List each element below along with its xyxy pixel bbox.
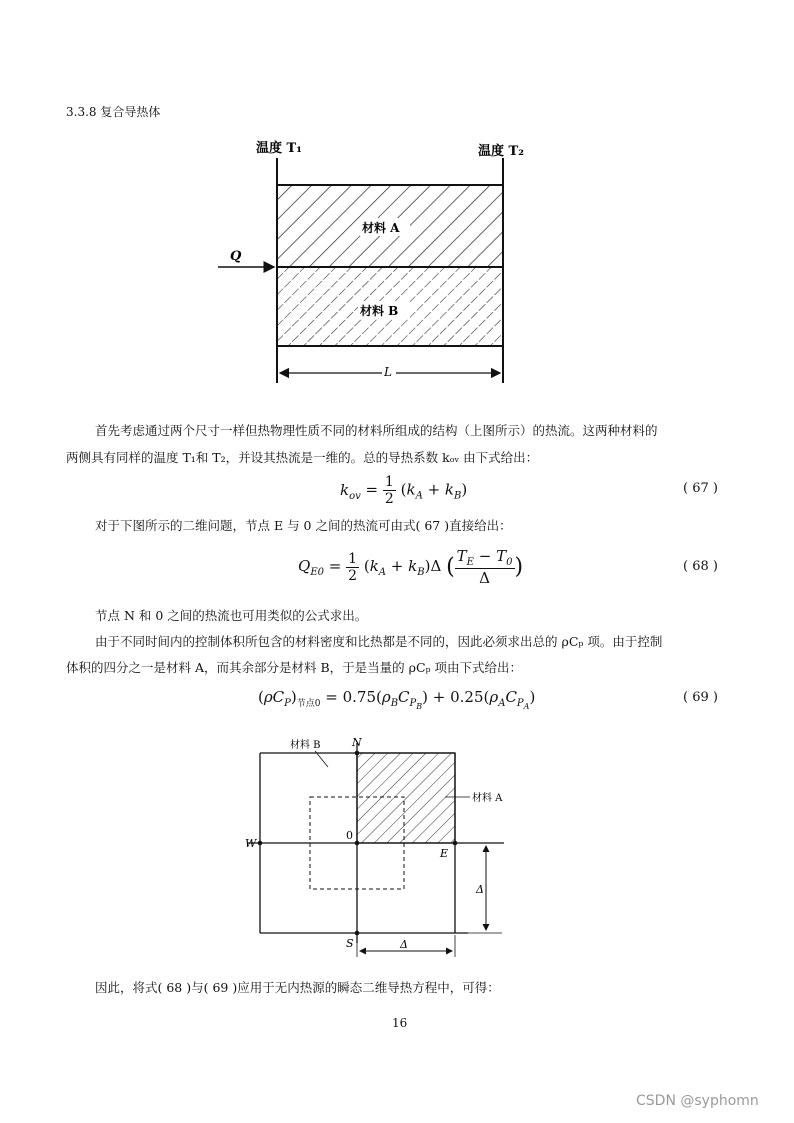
equation-68-number: ( 68 ) (683, 559, 718, 574)
delta-horizontal-label: Δ (400, 938, 408, 951)
section-heading: 3.3.8 复合导热体 (66, 105, 161, 119)
page-number: 16 (392, 1016, 408, 1030)
paragraph-1-line-2: 两侧具有同样的温度 T₁和 T₂，并设其热流是一维的。总的导热系数 kₒᵥ 由下式给出： (66, 450, 539, 465)
paragraph-2: 对于下图所示的二维问题，节点 E 与 0 之间的热流可由式( 67 )直接给出： (95, 518, 512, 533)
delta-vertical-label: Δ (476, 883, 484, 896)
node-grid-figure (240, 735, 530, 960)
composite-slab-figure (210, 128, 550, 388)
material-a-label: 材料 A (362, 221, 400, 235)
node-w-label: W (245, 837, 257, 850)
equation-68: $Q_{E0}$ = $\frac{1}{2}$ $(k_A + k_B)\Delta$ ( $\frac{T_E - T_0}{\Delta}$ ) (298, 547, 524, 587)
paragraph-4-line-1: 由于不同时间内的控制体积所包含的材料密度和比热都是不同的，因此必须求出总的 ρCₚ 项。由于控制 (95, 634, 663, 649)
equation-67: $k_{ov}$ = $\frac{1}{2}$ $(k_A + k_B)$ (340, 474, 468, 507)
paragraph-5: 因此，将式( 68 )与( 69 )应用于无内热源的瞬态二维导热方程中，可得： (95, 980, 500, 995)
fig2-material-b-label: 材料 B (290, 740, 321, 751)
equation-67-number: ( 67 ) (683, 481, 718, 496)
paragraph-1-line-1: 首先考虑通过两个尺寸一样但热物理性质不同的材料所组成的结构（上图所示）的热流。这两种材料的 (95, 423, 658, 438)
fig2-material-a-label: 材料 A (472, 793, 503, 804)
heat-flow-label: Q (230, 249, 242, 264)
temp-t2-label: 温度 T₂ (478, 144, 524, 159)
material-b-label: 材料 B (360, 304, 399, 318)
node-0-label: 0 (346, 829, 353, 842)
equation-69-number: ( 69 ) (683, 690, 718, 705)
node-s-label: S (346, 937, 354, 950)
temp-t1-label: 温度 T₁ (256, 141, 302, 156)
paragraph-3: 节点 N 和 0 之间的热流也可用类似的公式求出。 (95, 608, 368, 623)
paragraph-4-line-2: 体积的四分之一是材料 A，而其余部分是材料 B，于是当量的 ρCₚ 项由下式给出： (66, 660, 523, 675)
length-label: L (384, 365, 392, 379)
equation-69: $(\rho C_P)_{节点0} = 0.75(\rho_BC_{P_B}) + 0.25(\rho_AC_{P_A})$ (258, 688, 536, 711)
watermark: CSDN @syphomn (636, 1093, 759, 1109)
node-e-label: E (440, 847, 449, 860)
node-n-label: N (352, 736, 362, 749)
